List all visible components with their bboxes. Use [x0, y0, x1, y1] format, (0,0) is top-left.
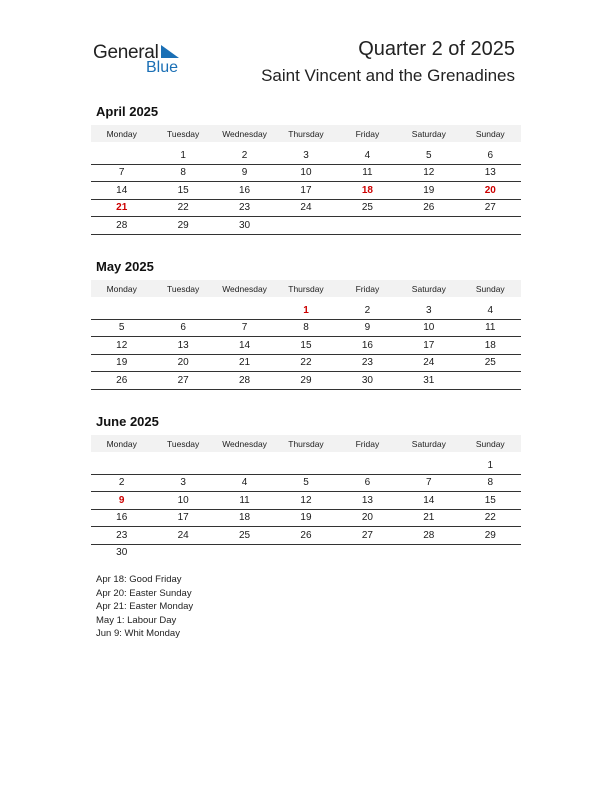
weekday-header-row — [91, 435, 521, 452]
day-cell: 6 — [460, 147, 521, 164]
empty-day-cell — [398, 457, 459, 474]
day-cell: 15 — [152, 182, 213, 200]
weekday-header: Wednesday — [214, 125, 275, 142]
day-cell: 19 — [398, 182, 459, 200]
day-cell: 2 — [337, 302, 398, 319]
month-block-may — [91, 259, 521, 390]
empty-day-cell — [275, 217, 336, 235]
day-cell: 15 — [460, 492, 521, 510]
day-cell: 1 — [275, 302, 336, 319]
weekday-header: Thursday — [275, 435, 336, 452]
weekday-header-row — [91, 125, 521, 142]
day-cell: 23 — [91, 527, 152, 545]
day-cell: 12 — [398, 164, 459, 182]
day-cell: 24 — [398, 354, 459, 372]
logo-word-general: General — [93, 42, 159, 63]
day-cell: 3 — [398, 302, 459, 319]
day-cell: 10 — [275, 164, 336, 182]
weekday-header: Thursday — [275, 280, 336, 297]
week-row — [91, 302, 521, 319]
day-cell: 30 — [337, 372, 398, 390]
day-cell: 9 — [214, 164, 275, 182]
weekday-header-row — [91, 280, 521, 297]
day-cell: 27 — [152, 372, 213, 390]
day-cell: 25 — [460, 354, 521, 372]
weekday-header: Friday — [337, 280, 398, 297]
week-row — [91, 527, 521, 545]
day-cell: 10 — [398, 319, 459, 337]
day-cell: 24 — [275, 199, 336, 217]
day-cell: 30 — [116, 547, 128, 559]
day-cell: 30 — [214, 217, 275, 235]
day-cell: 21 — [214, 354, 275, 372]
weekday-header: Saturday — [398, 435, 459, 452]
day-cell: 18 — [460, 337, 521, 355]
page-title: Quarter 2 of 2025 — [358, 38, 515, 60]
weekday-header: Tuesday — [152, 435, 213, 452]
day-cell: 13 — [460, 164, 521, 182]
holiday-note: Apr 20: Easter Sunday — [96, 587, 192, 599]
empty-day-cell — [398, 544, 459, 561]
day-cell: 13 — [337, 492, 398, 510]
weekday-header: Sunday — [460, 435, 521, 452]
week-row — [91, 337, 521, 355]
weekday-header: Monday — [91, 435, 152, 452]
day-cell: 17 — [152, 509, 213, 527]
day-cell: 11 — [214, 492, 275, 510]
day-cell: 24 — [152, 527, 213, 545]
day-cell: 26 — [91, 372, 152, 390]
empty-day-cell — [91, 457, 152, 474]
day-cell: 15 — [275, 337, 336, 355]
day-cell: 7 — [398, 474, 459, 492]
month-block-june — [91, 414, 521, 561]
day-cell: 23 — [337, 354, 398, 372]
day-cell: 19 — [91, 354, 152, 372]
day-cell: 18 — [214, 509, 275, 527]
day-cell: 6 — [152, 319, 213, 337]
day-cell: 14 — [214, 337, 275, 355]
week-row — [91, 199, 521, 217]
day-cell: 3 — [275, 147, 336, 164]
day-cell: 4 — [337, 147, 398, 164]
day-cell: 7 — [214, 319, 275, 337]
weekday-header: Tuesday — [152, 280, 213, 297]
weekday-header: Saturday — [398, 280, 459, 297]
day-cell: 20 — [152, 354, 213, 372]
empty-day-cell — [398, 217, 459, 235]
country-name: Saint Vincent and the Grenadines — [261, 66, 515, 85]
empty-day-cell — [91, 302, 152, 319]
day-cell: 28 — [91, 217, 152, 235]
day-cell: 7 — [91, 164, 152, 182]
day-cell: 26 — [398, 199, 459, 217]
empty-day-cell — [460, 544, 521, 561]
week-row — [91, 217, 521, 235]
week-row — [91, 147, 521, 164]
day-cell: 11 — [337, 164, 398, 182]
day-cell: 1 — [152, 147, 213, 164]
day-cell: 8 — [460, 474, 521, 492]
day-cell: 28 — [214, 372, 275, 390]
day-cell: 22 — [460, 509, 521, 527]
day-cell: 21 — [398, 509, 459, 527]
day-cell: 31 — [398, 372, 459, 390]
weekday-header: Wednesday — [214, 280, 275, 297]
holiday-note: Apr 21: Easter Monday — [96, 601, 194, 612]
week-row — [91, 372, 521, 390]
week-row — [91, 492, 521, 510]
day-cell: 19 — [275, 509, 336, 527]
week-row — [91, 509, 521, 527]
month-calendar-table — [91, 435, 521, 561]
day-cell: 2 — [214, 147, 275, 164]
empty-day-cell — [91, 147, 152, 164]
logo-triangle-icon — [159, 43, 181, 59]
empty-day-cell — [152, 302, 213, 319]
day-cell: 25 — [214, 527, 275, 545]
day-cell: 2 — [91, 474, 152, 492]
week-row — [91, 354, 521, 372]
holiday-note: Apr 18: Good Friday — [96, 574, 182, 585]
day-cell: 17 — [398, 337, 459, 355]
day-cell: 22 — [152, 199, 213, 217]
day-cell: 1 — [460, 457, 521, 474]
month-title: April 2025 — [96, 104, 159, 119]
week-row — [91, 544, 521, 561]
day-cell: 4 — [460, 302, 521, 319]
day-cell: 9 — [91, 492, 152, 510]
day-cell: 14 — [91, 182, 152, 200]
holiday-note: May 1: Labour Day — [96, 614, 177, 626]
weekday-header: Thursday — [275, 125, 336, 142]
day-cell: 28 — [398, 527, 459, 545]
logo-word-blue: Blue — [146, 59, 179, 76]
day-cell: 10 — [152, 492, 213, 510]
month-calendar-table — [91, 280, 521, 390]
day-cell: 16 — [337, 337, 398, 355]
day-cell: 27 — [337, 527, 398, 545]
day-cell: 29 — [275, 372, 336, 390]
week-row — [91, 182, 521, 200]
week-row — [91, 474, 521, 492]
day-cell: 6 — [337, 474, 398, 492]
weekday-header: Saturday — [398, 125, 459, 142]
empty-day-cell — [460, 372, 521, 390]
month-title: May 2025 — [96, 259, 154, 274]
weekday-header: Wednesday — [214, 435, 275, 452]
weekday-header: Friday — [337, 435, 398, 452]
empty-day-cell — [460, 217, 521, 235]
empty-day-cell — [337, 457, 398, 474]
weekday-header: Monday — [91, 280, 152, 297]
week-row — [91, 319, 521, 337]
day-cell: 16 — [214, 182, 275, 200]
day-cell: 18 — [337, 182, 398, 200]
day-cell: 9 — [337, 319, 398, 337]
day-cell: 20 — [337, 509, 398, 527]
day-cell: 13 — [152, 337, 213, 355]
month-block-april — [91, 104, 521, 235]
holiday-note: Jun 9: Whit Monday — [96, 628, 180, 639]
day-cell: 29 — [152, 217, 213, 235]
day-cell: 21 — [91, 199, 152, 217]
weekday-header: Sunday — [460, 125, 521, 142]
day-cell: 17 — [275, 182, 336, 200]
empty-day-cell — [275, 457, 336, 474]
weekday-header: Monday — [91, 125, 152, 142]
day-cell: 14 — [398, 492, 459, 510]
day-cell: 23 — [214, 199, 275, 217]
day-cell: 20 — [460, 182, 521, 200]
empty-day-cell — [214, 457, 275, 474]
day-cell: 8 — [152, 164, 213, 182]
empty-day-cell — [214, 302, 275, 319]
day-cell: 22 — [275, 354, 336, 372]
day-cell: 3 — [152, 474, 213, 492]
day-cell: 5 — [398, 147, 459, 164]
empty-day-cell — [337, 544, 398, 561]
day-cell: 5 — [91, 319, 152, 337]
month-calendar-table — [91, 125, 521, 235]
weekday-header: Tuesday — [152, 125, 213, 142]
day-cell: 8 — [275, 319, 336, 337]
day-cell: 11 — [460, 319, 521, 337]
generalblue-logo — [93, 40, 193, 80]
empty-day-cell — [214, 544, 275, 561]
day-cell: 5 — [275, 474, 336, 492]
empty-day-cell — [337, 217, 398, 235]
day-cell: 16 — [91, 509, 152, 527]
day-cell: 12 — [275, 492, 336, 510]
month-title: June 2025 — [96, 414, 159, 429]
week-row — [91, 164, 521, 182]
day-cell: 4 — [214, 474, 275, 492]
holiday-notes — [96, 573, 193, 641]
day-cell: 29 — [460, 527, 521, 545]
empty-day-cell — [152, 544, 213, 561]
empty-day-cell — [152, 457, 213, 474]
weekday-header: Friday — [337, 125, 398, 142]
day-cell: 12 — [91, 337, 152, 355]
day-cell: 25 — [337, 199, 398, 217]
day-cell: 27 — [460, 199, 521, 217]
weekday-header: Sunday — [460, 280, 521, 297]
week-row — [91, 457, 521, 474]
day-cell: 26 — [275, 527, 336, 545]
empty-day-cell — [275, 544, 336, 561]
